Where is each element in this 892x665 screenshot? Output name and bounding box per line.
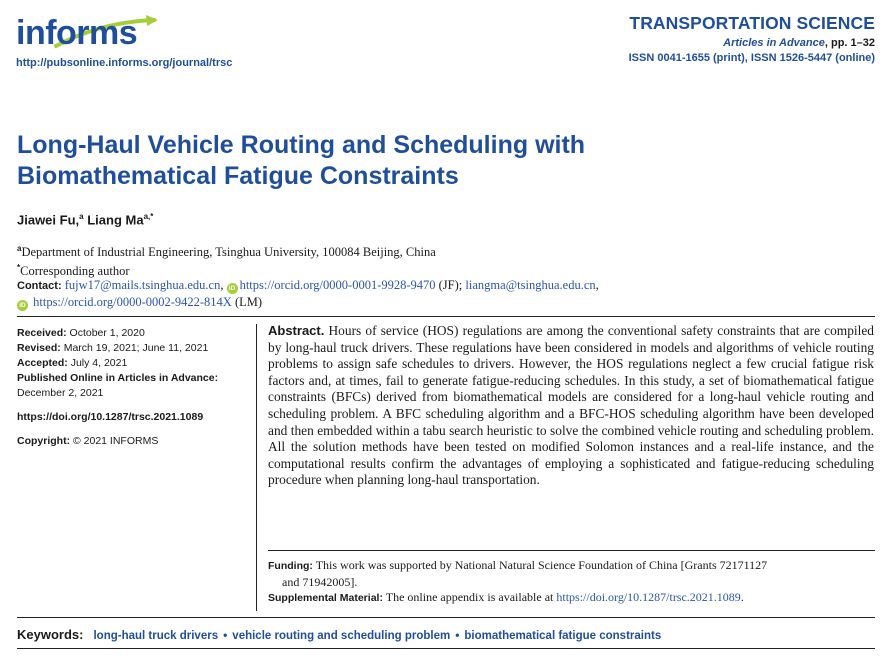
divider-funding (268, 550, 875, 551)
doi-link[interactable]: https://doi.org/10.1287/trsc.2021.1089 (17, 411, 204, 423)
received-label: Received: (17, 327, 67, 339)
abstract-label: Abstract. (268, 323, 325, 338)
journal-info (629, 13, 875, 64)
published-date: December 2, 2021 (17, 387, 104, 399)
accepted-date: July 4, 2021 (70, 357, 128, 369)
supplemental-link[interactable]: https://doi.org/10.1287/trsc.2021.1089 (556, 590, 741, 604)
orcid-icon: iD (17, 300, 28, 311)
author-2-sup: a,* (143, 212, 154, 221)
article-metadata (17, 326, 247, 449)
revised-label: Revised: (17, 342, 61, 354)
revised-dates: March 19, 2021; June 11, 2021 (63, 342, 209, 354)
supplemental-end: . (740, 590, 744, 604)
informs-logo[interactable] (16, 12, 256, 72)
corresponding-sup: * (17, 263, 21, 273)
authors (17, 212, 153, 227)
author-2: Liang Ma (87, 212, 144, 228)
funding-label: Funding: (268, 560, 313, 572)
abstract (268, 323, 874, 489)
bullet-icon: • (223, 628, 228, 642)
journal-name: TRANSPORTATION SCIENCE (629, 13, 875, 33)
corresponding-author: Corresponding author (20, 264, 130, 279)
copyright: © 2021 INFORMS (73, 435, 159, 447)
affiliation-sup: a (17, 244, 22, 253)
supplemental-label: Supplemental Material: (268, 592, 383, 604)
affiliation: Department of Industrial Engineering, Tsinghua University, 100084 Beijing, China (21, 245, 436, 260)
keyword[interactable]: biomathematical fatigue constraints (464, 630, 662, 642)
funding (268, 558, 874, 607)
journal-url[interactable]: http://pubsonline.informs.org/journal/trsc (16, 57, 233, 69)
bullet-icon: • (455, 628, 460, 642)
advance-label: Articles in Advance (723, 37, 825, 49)
divider-bottom (17, 648, 875, 649)
issn: ISSN 0041-1655 (print), ISSN 1526-5447 (online) (628, 52, 875, 64)
contact-email-2[interactable]: liangma@tsinghua.edu.cn (465, 278, 596, 292)
author-1-sup: a (79, 212, 84, 221)
contact-initials-1: (JF); (438, 278, 463, 292)
contact: Contact: fujw17@mails.tsinghua.edu.cn, iD https://orcid.org/0000-0001-9928-9470 (JF); liangma@tsinghua.edu.cn, iD https://orcid.org/0000-0002-9422-814X (LM) (17, 278, 599, 309)
contact-initials-2: (LM) (234, 295, 263, 309)
keyword[interactable]: vehicle routing and scheduling problem (232, 630, 451, 642)
divider-top (17, 316, 875, 317)
keywords (17, 627, 661, 642)
article-title (17, 130, 717, 192)
funding-text-2: and 71942005]. (282, 574, 358, 589)
column-divider (256, 324, 257, 611)
accepted-label: Accepted: (17, 357, 68, 369)
contact-label: Contact: (17, 280, 62, 292)
contact-email-1[interactable]: fujw17@mails.tsinghua.edu.cn (64, 278, 221, 292)
keyword[interactable]: long-haul truck drivers (93, 630, 219, 642)
author-1: Jiawei Fu, (17, 212, 80, 228)
abstract-text: Hours of service (HOS) regulations are among the conventional safety constraints that are compiled by long-haul truck drivers. These regulations have been considered in models and algorithms of vehicle routing problems to assign safe schedules to drivers. However, the HOS regulations neglect a few crucial fatigue risk factors and, at times, fail to generate fatigue-reducing schedules. In this study, a set of biomathematical fatigue constraints (BFCs) derived from biomathematical models are considered for a long-haul vehicle routing and scheduling problem. A BFC scheduling algorithm and a BFC-HOS scheduling algorithm have been developed and then embedded within a tabu search heuristic to solve the combined vehicle routing and scheduling problem. All the solution methods have been tested on modified Solomon instances and a real-life instance, and the computational results confirm the advantages of employing a sophisticated and fatigue-reducing scheduling procedure when planning long-haul transportation. (268, 323, 874, 488)
funding-text-1: This work was supported by National Natural Science Foundation of China [Grants 72171127 (315, 558, 768, 572)
affiliations (17, 241, 436, 279)
supplemental-text: The online appendix is available at (385, 590, 554, 604)
copyright-label: Copyright: (17, 435, 71, 447)
published-label: Published Online in Articles in Advance: (17, 372, 219, 384)
divider-keywords (17, 617, 875, 618)
title-line-1: Long-Haul Vehicle Routing and Scheduling with (17, 131, 586, 159)
orcid-link-2[interactable]: https://orcid.org/0000-0002-9422-814X (33, 295, 232, 309)
logo-text: informs (16, 14, 138, 52)
title-line-2: Biomathematical Fatigue Constraints (17, 162, 459, 190)
orcid-icon: iD (227, 283, 238, 294)
received-date: October 1, 2020 (69, 327, 145, 339)
page-range: , pp. 1–32 (824, 37, 875, 49)
articles-in-advance (629, 37, 875, 49)
keywords-label: Keywords: (17, 627, 84, 642)
orcid-link-1[interactable]: https://orcid.org/0000-0001-9928-9470 (239, 278, 436, 292)
